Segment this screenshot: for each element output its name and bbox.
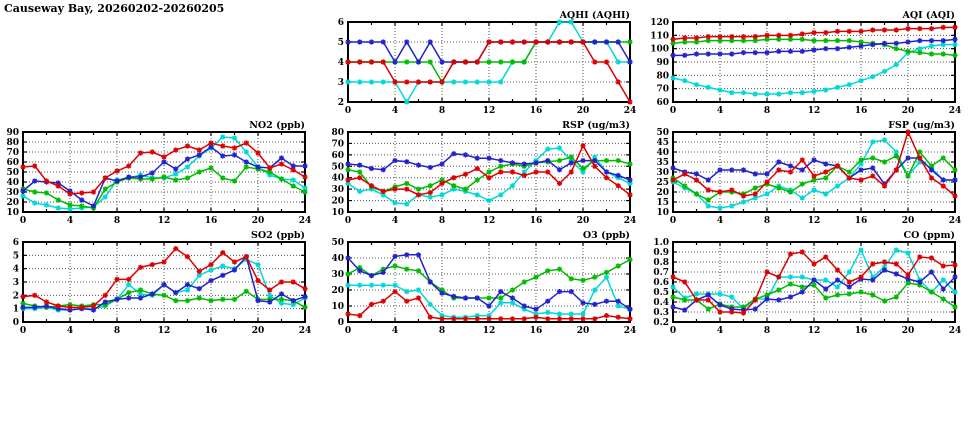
svg-text:90: 90 — [656, 58, 669, 68]
svg-text:8: 8 — [763, 216, 771, 226]
aqi-plot — [650, 8, 970, 122]
svg-text:24: 24 — [623, 326, 637, 336]
svg-text:0.6: 0.6 — [653, 278, 669, 288]
svg-text:30: 30 — [331, 185, 344, 196]
svg-text:10: 10 — [331, 208, 344, 218]
svg-text:16: 16 — [529, 326, 543, 336]
svg-text:4: 4 — [66, 216, 74, 226]
chart-rsp — [325, 118, 645, 232]
svg-text:100: 100 — [650, 44, 669, 55]
svg-text:45: 45 — [656, 138, 669, 148]
svg-text:0.5: 0.5 — [653, 288, 669, 298]
chart-no2 — [0, 118, 320, 232]
svg-text:80: 80 — [331, 128, 344, 138]
svg-text:30: 30 — [656, 168, 669, 178]
chart-aqhi — [325, 8, 645, 122]
svg-text:0.9: 0.9 — [653, 248, 669, 258]
chart-fsp — [650, 118, 970, 232]
svg-text:60: 60 — [6, 158, 19, 168]
svg-text:4: 4 — [391, 106, 399, 116]
svg-text:50: 50 — [656, 128, 669, 138]
svg-text:16: 16 — [204, 326, 218, 336]
svg-text:8: 8 — [113, 326, 121, 336]
svg-text:0.3: 0.3 — [653, 308, 669, 318]
svg-text:8: 8 — [438, 326, 446, 336]
svg-text:10: 10 — [6, 208, 19, 218]
svg-text:16: 16 — [854, 326, 868, 336]
svg-text:24: 24 — [623, 106, 637, 116]
svg-text:80: 80 — [656, 71, 669, 82]
svg-text:40: 40 — [6, 178, 19, 188]
svg-text:20: 20 — [901, 326, 915, 336]
svg-text:20: 20 — [251, 216, 265, 226]
svg-text:16: 16 — [529, 216, 543, 226]
svg-text:0: 0 — [19, 216, 27, 226]
svg-text:4: 4 — [66, 326, 74, 336]
svg-text:8: 8 — [438, 106, 446, 116]
svg-text:3: 3 — [12, 278, 19, 288]
svg-text:16: 16 — [204, 216, 218, 226]
svg-text:4: 4 — [12, 264, 19, 275]
svg-text:12: 12 — [807, 326, 821, 336]
svg-text:40: 40 — [331, 173, 344, 184]
svg-text:20: 20 — [576, 326, 590, 336]
rsp-plot — [325, 118, 645, 232]
svg-text:40: 40 — [331, 254, 344, 264]
svg-text:0: 0 — [344, 326, 352, 336]
chart-o3 — [325, 228, 645, 342]
chart-co — [650, 228, 970, 342]
no2-plot — [0, 118, 320, 232]
svg-text:8: 8 — [113, 216, 121, 226]
svg-text:0.8: 0.8 — [653, 258, 669, 268]
svg-text:2: 2 — [337, 98, 344, 108]
svg-text:20: 20 — [901, 216, 915, 226]
svg-text:24: 24 — [948, 326, 962, 336]
svg-text:10: 10 — [656, 208, 669, 218]
svg-text:8: 8 — [763, 106, 771, 116]
svg-text:0: 0 — [669, 326, 677, 336]
svg-text:12: 12 — [807, 216, 821, 226]
svg-text:12: 12 — [807, 106, 821, 116]
svg-text:24: 24 — [623, 216, 637, 226]
svg-text:30: 30 — [6, 188, 19, 198]
svg-text:24: 24 — [298, 216, 312, 226]
svg-text:4: 4 — [716, 326, 724, 336]
svg-text:CO (ppm): CO (ppm) — [903, 230, 955, 241]
svg-text:5: 5 — [337, 38, 344, 48]
svg-text:4: 4 — [716, 106, 724, 116]
svg-text:80: 80 — [6, 138, 19, 148]
svg-text:70: 70 — [656, 84, 669, 95]
svg-text:20: 20 — [656, 188, 669, 198]
page-title: Causeway Bay, 20260202-20260205 — [4, 2, 225, 15]
svg-text:0.4: 0.4 — [653, 298, 669, 308]
svg-text:12: 12 — [157, 326, 171, 336]
svg-text:RSP (ug/m3): RSP (ug/m3) — [562, 120, 630, 131]
svg-text:20: 20 — [901, 106, 915, 116]
svg-text:8: 8 — [763, 326, 771, 336]
svg-text:12: 12 — [482, 326, 496, 336]
co-plot — [650, 228, 970, 342]
svg-text:6: 6 — [337, 18, 344, 28]
svg-text:8: 8 — [438, 216, 446, 226]
aqhi-plot — [325, 8, 645, 122]
svg-text:0: 0 — [669, 216, 677, 226]
svg-text:1.0: 1.0 — [653, 238, 669, 248]
svg-text:12: 12 — [482, 106, 496, 116]
svg-text:15: 15 — [656, 198, 669, 208]
svg-text:60: 60 — [656, 98, 669, 108]
svg-text:40: 40 — [656, 148, 669, 158]
svg-text:NO2 (ppb): NO2 (ppb) — [249, 120, 305, 131]
svg-text:35: 35 — [656, 158, 669, 168]
svg-text:SO2 (ppb): SO2 (ppb) — [251, 230, 305, 241]
svg-text:AQHI (AQHI): AQHI (AQHI) — [559, 10, 630, 21]
svg-text:5: 5 — [12, 251, 19, 262]
svg-text:50: 50 — [331, 162, 344, 173]
svg-text:4: 4 — [391, 216, 399, 226]
svg-text:110: 110 — [650, 31, 669, 42]
svg-text:0.7: 0.7 — [653, 268, 669, 278]
svg-text:24: 24 — [298, 326, 312, 336]
svg-text:6: 6 — [12, 238, 19, 248]
svg-text:4: 4 — [391, 326, 399, 336]
svg-text:25: 25 — [656, 178, 669, 188]
chart-so2 — [0, 228, 320, 342]
svg-text:70: 70 — [331, 139, 344, 150]
svg-text:AQI (AQI): AQI (AQI) — [902, 10, 955, 21]
svg-text:0: 0 — [344, 106, 352, 116]
svg-text:0: 0 — [12, 318, 19, 328]
svg-text:90: 90 — [6, 128, 19, 138]
svg-text:50: 50 — [6, 168, 19, 178]
svg-text:16: 16 — [854, 216, 868, 226]
svg-text:20: 20 — [251, 326, 265, 336]
svg-text:30: 30 — [331, 270, 344, 280]
svg-text:O3 (ppb): O3 (ppb) — [582, 230, 630, 241]
svg-text:60: 60 — [331, 150, 344, 161]
fsp-plot — [650, 118, 970, 232]
svg-text:FSP (ug/m3): FSP (ug/m3) — [888, 120, 955, 131]
svg-text:120: 120 — [650, 18, 669, 28]
svg-text:0: 0 — [344, 216, 352, 226]
chart-aqi — [650, 8, 970, 122]
svg-text:12: 12 — [482, 216, 496, 226]
svg-text:24: 24 — [948, 106, 962, 116]
svg-text:12: 12 — [157, 216, 171, 226]
o3-plot — [325, 228, 645, 342]
so2-plot — [0, 228, 320, 342]
svg-text:0: 0 — [669, 106, 677, 116]
svg-text:0.2: 0.2 — [653, 318, 669, 328]
svg-text:1: 1 — [12, 304, 19, 315]
svg-text:20: 20 — [331, 286, 344, 296]
svg-text:20: 20 — [576, 216, 590, 226]
svg-text:16: 16 — [529, 106, 543, 116]
svg-text:24: 24 — [948, 216, 962, 226]
svg-text:0: 0 — [19, 326, 27, 336]
svg-text:3: 3 — [337, 78, 344, 88]
svg-text:10: 10 — [331, 302, 344, 312]
svg-text:0: 0 — [337, 318, 344, 328]
svg-text:20: 20 — [6, 198, 19, 208]
svg-text:4: 4 — [337, 58, 344, 68]
svg-text:20: 20 — [576, 106, 590, 116]
svg-text:4: 4 — [716, 216, 724, 226]
svg-text:50: 50 — [331, 238, 344, 248]
svg-text:70: 70 — [6, 148, 19, 158]
svg-text:2: 2 — [12, 291, 19, 302]
svg-text:20: 20 — [331, 196, 344, 207]
svg-text:16: 16 — [854, 106, 868, 116]
